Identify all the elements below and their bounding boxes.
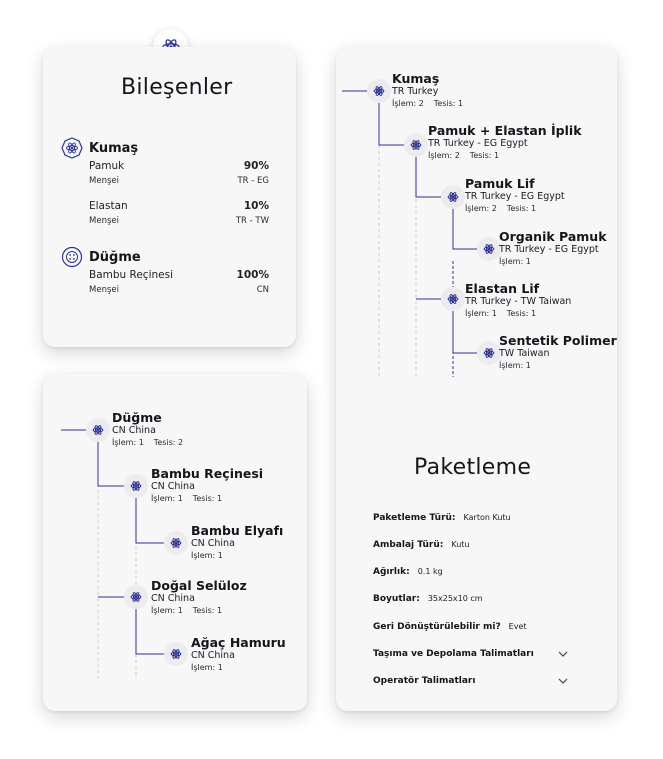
- node-tesis: Tesis: 1: [469, 151, 500, 160]
- node-title: Pamuk Lif: [465, 176, 535, 191]
- component-row: [89, 269, 269, 281]
- atom-icon: [130, 591, 142, 603]
- node-islem: İşlem: 1: [499, 257, 531, 266]
- node-country: TR Turkey - EG Egypt: [499, 244, 599, 255]
- atom-icon: [447, 191, 459, 203]
- button-icon: [61, 246, 83, 268]
- node-islem: İşlem: 1: [465, 309, 497, 318]
- accordion-transport-storage[interactable]: [373, 649, 568, 659]
- component-percent: 90%: [243, 160, 269, 172]
- packaging-value: 0.1 kg: [417, 567, 443, 576]
- button-supply-tree-card: [43, 374, 307, 711]
- tree-node-text: [499, 230, 607, 267]
- node-title: Doğal Selüloz: [151, 578, 247, 593]
- atom-icon: [170, 648, 182, 660]
- origin-value: TR - TW: [235, 216, 269, 226]
- packaging-row: [373, 594, 483, 604]
- node-tesis: Tesis: 1: [506, 309, 537, 318]
- component-row: [89, 200, 269, 212]
- packaging-value: Karton Kutu: [463, 513, 511, 522]
- node-title: Düğme: [112, 410, 162, 425]
- fabric-tree-packaging-card: [336, 47, 617, 711]
- component-percent: 10%: [243, 200, 269, 212]
- node-islem: İşlem: 1: [151, 494, 183, 503]
- section-fabric: [61, 137, 138, 159]
- node-country: TR Turkey - TW Taiwan: [465, 296, 572, 307]
- node-islem: İşlem: 1: [112, 438, 144, 447]
- node-islem: İşlem: 2: [465, 204, 497, 213]
- node-islem: İşlem: 1: [151, 606, 183, 615]
- tree-node-text: [191, 636, 286, 673]
- packaging-label: Ağırlık:: [373, 567, 410, 577]
- atom-icon: [373, 85, 385, 97]
- components-title: Bileşenler: [121, 75, 233, 100]
- node-islem: İşlem: 2: [428, 151, 460, 160]
- packaging-label: Boyutlar:: [373, 594, 420, 604]
- atom-icon: [483, 347, 495, 359]
- origin-value: TR - EG: [237, 176, 269, 186]
- packaging-row: [373, 622, 527, 632]
- origin-label: Menşei: [89, 176, 119, 186]
- packaging-value: Kutu: [451, 540, 470, 549]
- node-title: Elastan Lif: [465, 281, 540, 296]
- atom-icon: [447, 293, 459, 305]
- node-country: CN China: [191, 538, 235, 549]
- component-origin-row: [89, 176, 269, 186]
- packaging-row: [373, 567, 443, 577]
- tree-node-text: [151, 467, 263, 504]
- node-country: TR Turkey: [392, 86, 439, 97]
- component-row: [89, 160, 269, 172]
- node-title: Organik Pamuk: [499, 229, 607, 244]
- node-islem: İşlem: 2: [392, 99, 424, 108]
- packaging-row: [373, 513, 511, 523]
- node-title: Bambu Elyafı: [191, 523, 284, 538]
- chevron-down-icon: [558, 651, 568, 657]
- atom-icon: [483, 243, 495, 255]
- node-country: CN China: [191, 650, 235, 661]
- tree-node-text: [428, 124, 582, 161]
- tree-node-text: [392, 72, 463, 109]
- packaging-label: Geri Dönüştürülebilir mi?: [373, 622, 501, 632]
- node-title: Pamuk + Elastan İplik: [428, 123, 582, 138]
- node-tesis: Tesis: 2: [153, 438, 184, 447]
- node-tesis: Tesis: 1: [192, 606, 223, 615]
- packaging-value: 35x25x10 cm: [427, 594, 483, 603]
- accordion-operator[interactable]: [373, 676, 568, 686]
- node-title: Sentetik Polimer: [499, 333, 617, 348]
- origin-value: CN: [256, 285, 269, 295]
- atom-icon: [92, 424, 104, 436]
- tree-node-text: [151, 579, 247, 616]
- section-button: [61, 246, 141, 268]
- node-tesis: Tesis: 1: [506, 204, 537, 213]
- accordion-label: Operatör Talimatları: [373, 676, 476, 686]
- origin-label: Menşei: [89, 216, 119, 226]
- node-tesis: Tesis: 1: [433, 99, 464, 108]
- atom-icon: [130, 480, 142, 492]
- node-islem: İşlem: 1: [499, 361, 531, 370]
- component-name: Pamuk: [89, 160, 125, 172]
- node-country: TW Taiwan: [499, 348, 550, 359]
- node-tesis: Tesis: 1: [192, 494, 223, 503]
- packaging-label: Ambalaj Türü:: [373, 540, 444, 550]
- component-name: Elastan: [89, 200, 128, 212]
- tree-node-text: [499, 334, 617, 371]
- tree-node-text: [465, 177, 565, 214]
- component-name: Bambu Reçinesi: [89, 269, 173, 281]
- component-origin-row: [89, 285, 269, 295]
- node-country: CN China: [151, 593, 195, 604]
- tree-node-text: [112, 411, 183, 448]
- atom-icon: [410, 139, 422, 151]
- fabric-icon: [61, 137, 83, 159]
- section-title: Düğme: [89, 249, 141, 265]
- node-title: Ağaç Hamuru: [191, 635, 286, 650]
- components-card: [43, 47, 296, 347]
- tree-node-text: [465, 282, 571, 319]
- node-country: CN China: [151, 481, 195, 492]
- packaging-row: [373, 540, 470, 550]
- node-country: TR Turkey - EG Egypt: [465, 191, 565, 202]
- node-islem: İşlem: 1: [191, 551, 223, 560]
- accordion-label: Taşıma ve Depolama Talimatları: [373, 649, 534, 659]
- node-islem: İşlem: 1: [191, 663, 223, 672]
- node-title: Bambu Reçinesi: [151, 466, 264, 481]
- component-percent: 100%: [236, 269, 269, 281]
- packaging-label: Paketleme Türü:: [373, 513, 456, 523]
- packaging-title: Paketleme: [414, 455, 532, 480]
- packaging-value: Evet: [508, 622, 527, 631]
- component-origin-row: [89, 216, 269, 226]
- section-title: Kumaş: [89, 140, 139, 156]
- chevron-down-icon: [558, 678, 568, 684]
- node-title: Kumaş: [392, 71, 440, 86]
- node-country: TR Turkey - EG Egypt: [428, 138, 528, 149]
- node-country: CN China: [112, 425, 156, 436]
- tree-node-text: [191, 524, 283, 561]
- origin-label: Menşei: [89, 285, 119, 295]
- atom-icon: [170, 537, 182, 549]
